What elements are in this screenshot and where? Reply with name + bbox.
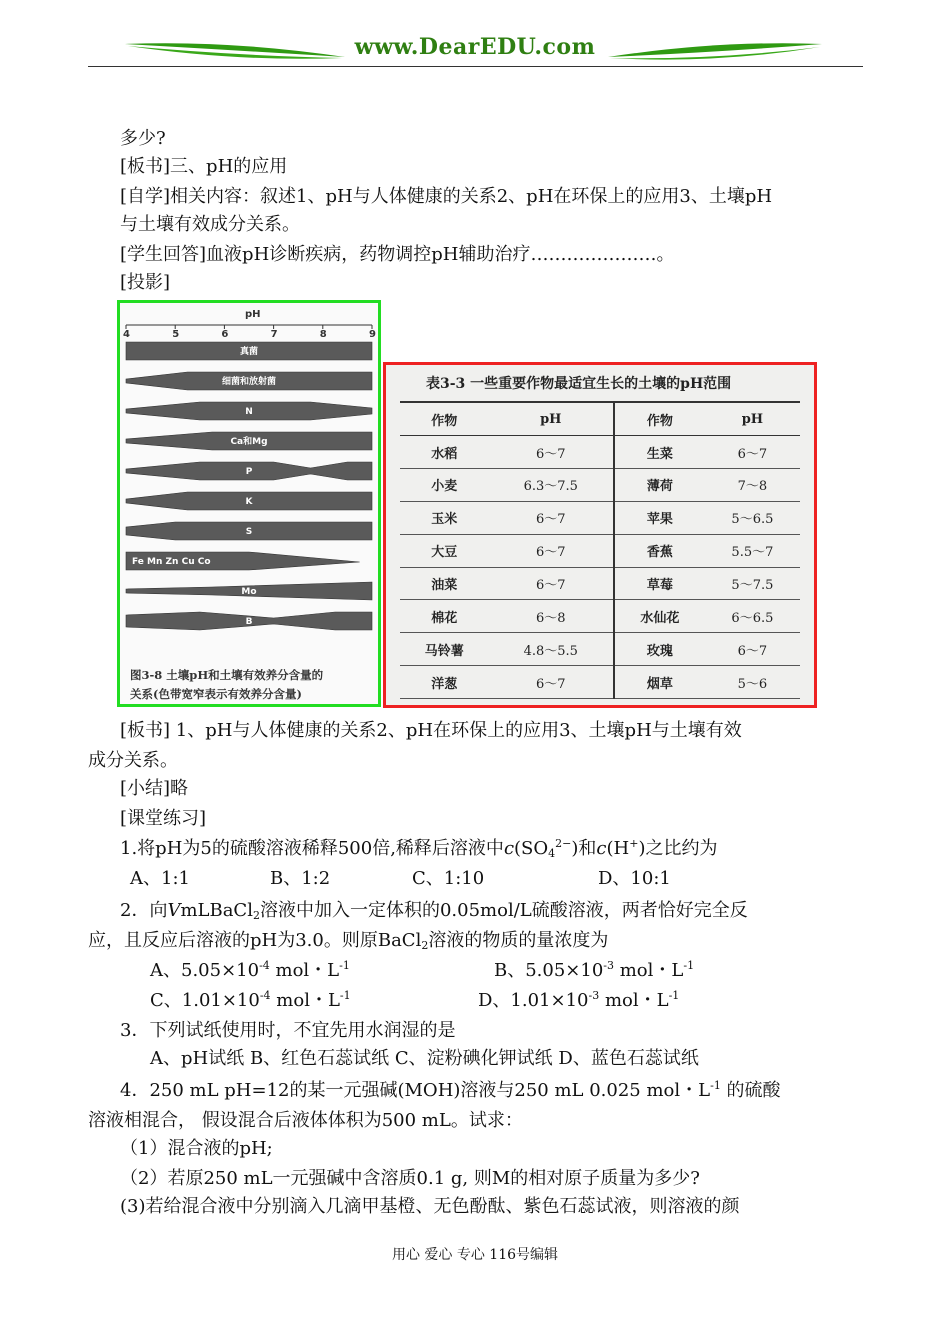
- question-1-option-d: D、10:1: [598, 868, 671, 889]
- tick-label: 8: [319, 329, 327, 340]
- table-row: [400, 567, 800, 600]
- band-label: S: [245, 527, 253, 537]
- table-row: [400, 600, 800, 633]
- band-label: Fe Mn Zn Cu Co: [132, 557, 211, 567]
- text-line: 成分关系。: [88, 750, 178, 771]
- table-cell: 棉花: [400, 600, 488, 633]
- question-1-option-c: C、1:10: [412, 868, 485, 889]
- table-cell: 6～7: [488, 534, 614, 567]
- band-label: K: [245, 497, 253, 507]
- table-cell: 5～7.5: [705, 567, 800, 600]
- table-header: pH: [488, 402, 614, 436]
- text-line: [小结]略: [120, 778, 189, 799]
- table-row: [400, 469, 800, 502]
- table-cell: 小麦: [400, 469, 488, 502]
- table-cell: 6～7: [488, 567, 614, 600]
- table-header-row: [400, 402, 800, 436]
- question-4-sub-3: (3)若给混合液中分别滴入几滴甲基橙、无色酚酞、紫色石蕊试液，则溶液的颜: [120, 1196, 740, 1217]
- table-header: 作物: [614, 402, 705, 436]
- table-row: [400, 501, 800, 534]
- table-cell: 6～7: [488, 436, 614, 469]
- header-rule: [88, 66, 863, 67]
- question-4-sub-2: （2）若原250 mL一元强碱中含溶质0.1 g, 则M的相对原子质量为多少?: [120, 1168, 700, 1189]
- band-label: B: [245, 617, 253, 627]
- question-4-sub-1: （1）混合液的pH;: [120, 1138, 273, 1159]
- band-label: Mo: [241, 587, 257, 597]
- table-row: [400, 633, 800, 666]
- table-cell: 7～8: [705, 469, 800, 502]
- tick-label: 7: [270, 329, 278, 340]
- question-2-stem-line2: 应，且反应后溶液的pH为3.0。则原BaCl$_2$溶液的物质的量浓度为: [88, 930, 609, 952]
- table-cell: 水稻: [400, 436, 488, 469]
- table-row: [400, 534, 800, 567]
- table-cell: 5～6: [705, 666, 800, 699]
- table-cell: 6～7: [488, 501, 614, 534]
- page-footer: 用心 爱心 专心 116号编辑: [391, 1247, 559, 1263]
- question-3-stem: 3．下列试纸使用时，不宜先用水润湿的是: [120, 1020, 456, 1041]
- band-label: 真菌: [239, 347, 259, 357]
- table-cell: 6.3～7.5: [488, 469, 614, 502]
- table-cell: 洋葱: [400, 666, 488, 699]
- question-2-stem: 2．向VmLBaCl$_2$溶液中加入一定体积的0.05mol/L硫酸溶液，两者恰好完全反: [120, 900, 748, 922]
- site-logo-text: www.DearEDU.com: [354, 34, 596, 60]
- axis-label: pH: [245, 309, 261, 320]
- question-4-stem-line2: 溶液相混合， 假设混合后液体体积为500 mL。试求：: [88, 1110, 523, 1131]
- question-2-option-a: A、$5.05\times 10^{-4}$ mol・$L^{-1}$: [150, 959, 350, 981]
- table-cell: 烟草: [614, 666, 705, 699]
- text-line: 与土壤有效成分关系。: [120, 214, 300, 235]
- table-cell: 苹果: [614, 501, 705, 534]
- text-line: [板书] 1、pH与人体健康的关系2、pH在环保上的应用3、土壤pH与土壤有效: [120, 720, 742, 741]
- table-cell: 玫瑰: [614, 633, 705, 666]
- table-cell: 薄荷: [614, 469, 705, 502]
- table-cell: 马铃薯: [400, 633, 488, 666]
- text-line: [学生回答]血液pH诊断疾病，药物调控pH辅助治疗…………………。: [120, 244, 675, 265]
- table-row: [400, 436, 800, 469]
- text-line: [自学]相关内容：叙述1、pH与人体健康的关系2、pH在环保上的应用3、土壤pH: [120, 186, 773, 207]
- figure-caption: 图3-8 土壤pH和土壤有效养分含量的: [130, 668, 324, 682]
- table-cell: 6～7: [705, 436, 800, 469]
- question-1-option-a: A、1:1: [130, 868, 190, 889]
- ph-nutrient-figure: [117, 300, 381, 707]
- page-header: [0, 0, 950, 80]
- table-cell: 6～8: [488, 600, 614, 633]
- table-cell: 4.8～5.5: [488, 633, 614, 666]
- crop-ph-table-figure: [383, 362, 817, 708]
- table-cell: 油菜: [400, 567, 488, 600]
- figure-caption: 关系(色带宽窄表示有效养分含量): [130, 687, 302, 701]
- table-cell: 6～6.5: [705, 600, 800, 633]
- question-1-option-b: B、1:2: [270, 868, 331, 889]
- table-cell: 玉米: [400, 501, 488, 534]
- question-2-option-b: B、$5.05\times 10^{-3}$ mol・$L^{-1}$: [494, 959, 695, 981]
- question-2-option-c: C、$1.01\times 10^{-4}$ mol・$L^{-1}$: [150, 989, 351, 1011]
- table-header: 作物: [400, 402, 488, 436]
- table-cell: 6～7: [488, 666, 614, 699]
- table-row: [400, 666, 800, 699]
- band-label: P: [245, 467, 253, 477]
- tick-label: 9: [369, 329, 376, 340]
- text-line: [板书]三、pH的应用: [120, 156, 288, 177]
- band-label: Ca和Mg: [230, 437, 268, 447]
- text-line: [投影]: [120, 272, 171, 293]
- band-label: 细菌和放射菌: [221, 377, 277, 387]
- question-2-option-d: D、$1.01\times 10^{-3}$ mol・$L^{-1}$: [478, 989, 680, 1011]
- band-label: N: [245, 407, 253, 417]
- table-header: pH: [705, 402, 800, 436]
- table-cell: 香蕉: [614, 534, 705, 567]
- crop-ph-table: [400, 401, 800, 699]
- tick-label: 5: [172, 329, 180, 340]
- question-4-stem: 4．250 mL pH=12的某一元强碱(MOH)溶液与250 mL 0.025 mol・$L^{-1}$ 的硫酸: [120, 1079, 781, 1101]
- table-title: 表3-3 一些重要作物最适宜生长的土壤的pH范围: [426, 376, 732, 392]
- table-cell: 5.5～7: [705, 534, 800, 567]
- text-line: [课堂练习]: [120, 808, 207, 829]
- table-cell: 5～6.5: [705, 501, 800, 534]
- text-line: 多少?: [120, 128, 166, 149]
- ph-band-chart: [120, 303, 378, 663]
- table-cell: 大豆: [400, 534, 488, 567]
- tick-label: 6: [221, 329, 229, 340]
- table-cell: 草莓: [614, 567, 705, 600]
- table-cell: 6～7: [705, 633, 800, 666]
- tick-label: 4: [123, 329, 130, 340]
- question-3-options: A、pH试纸 B、红色石蕊试纸 C、淀粉碘化钾试纸 D、蓝色石蕊试纸: [150, 1048, 699, 1069]
- table-cell: 水仙花: [614, 600, 705, 633]
- question-1-stem: 1.将pH为5的硫酸溶液稀释500倍,稀释后溶液中$c(SO_4^{2-})$和c(H+)之比约为: [120, 837, 718, 860]
- table-cell: 生菜: [614, 436, 705, 469]
